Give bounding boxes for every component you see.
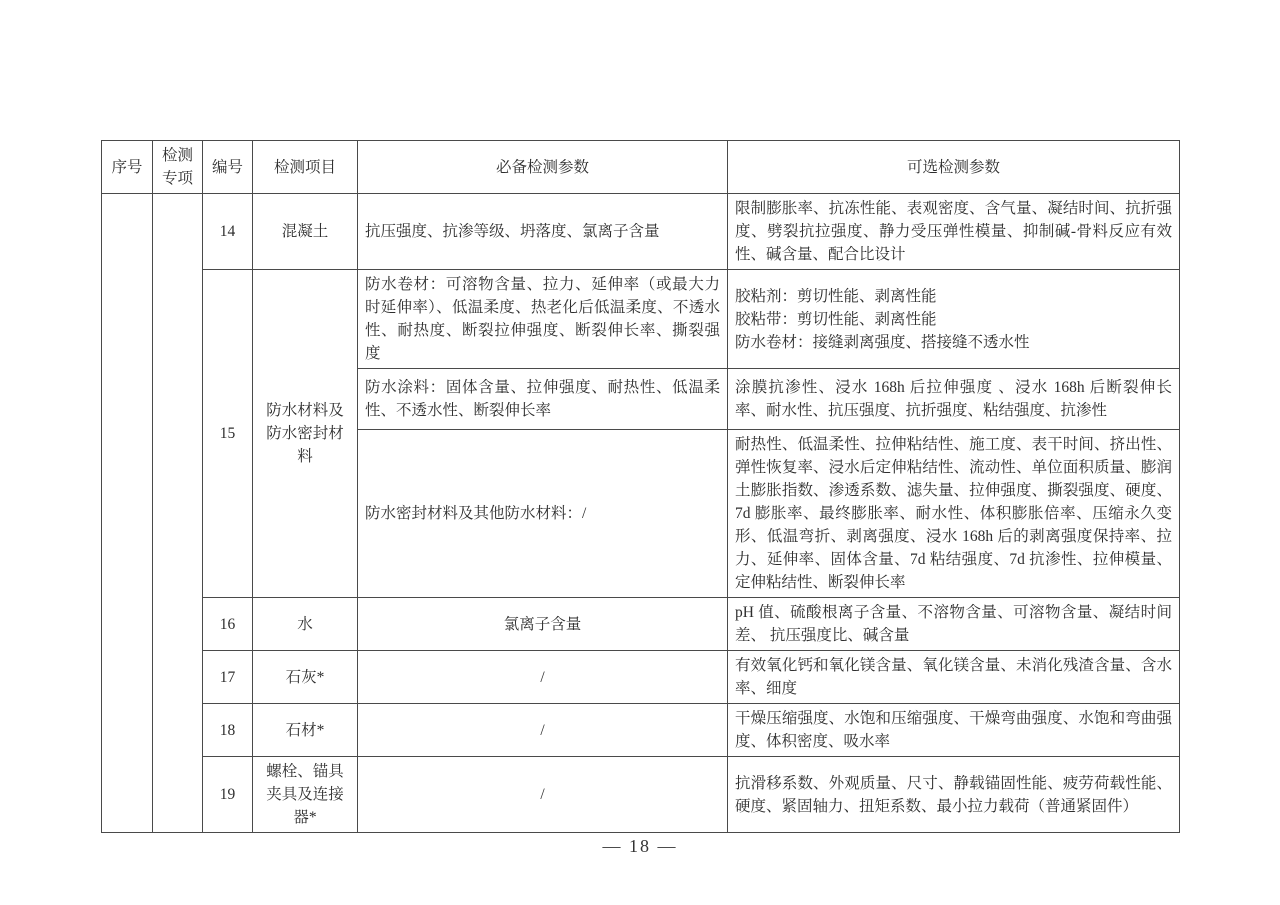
- row15-sub2-required: 防水涂料：固体含量、拉伸强度、耐热性、低温柔性、不透水性、断裂伸长率: [358, 369, 728, 430]
- row15-sub3-required: 防水密封材料及其他防水材料：/: [358, 430, 728, 598]
- row16-required: 氯离子含量: [358, 598, 728, 651]
- optional-line: 胶粘剂：剪切性能、剥离性能: [735, 287, 937, 305]
- row15-sub3-optional: 耐热性、低温柔性、拉伸粘结性、施工度、表干时间、挤出性、弹性恢复率、浸水后定伸粘结性、流动性、单位面积质量、膨润土膨胀指数、渗透系数、滤失量、拉伸强度、撕裂强度、硬度、7d 膨胀率、最终膨胀率、耐水性、体积膨胀倍率、压缩永久变形、低温弯折、剥离强度、浸水 168h 后的剥离强度保持率、拉力、延伸率、固体含量、7d 粘结强度、7d 抗渗性、拉伸模量、定伸粘结性、断裂伸长率: [728, 430, 1180, 598]
- header-seq: 序号: [102, 141, 153, 194]
- row17-item: 石灰*: [253, 651, 358, 704]
- table-row: [102, 598, 1180, 651]
- row19-required: /: [358, 757, 728, 833]
- row14-item: 混凝土: [253, 194, 358, 270]
- row19-item: 螺栓、锚具夹具及连接器*: [253, 757, 358, 833]
- header-specialty: 检测专项: [153, 141, 203, 194]
- row17-optional: 有效氧化钙和氧化镁含量、氧化镁含量、未消化残渣含量、含水率、细度: [728, 651, 1180, 704]
- optional-line: 胶粘带：剪切性能、剥离性能: [735, 310, 937, 328]
- header-required-params: 必备检测参数: [358, 141, 728, 194]
- row18-no: 18: [203, 704, 253, 757]
- row15-sub1-required: 防水卷材：可溶物含量、拉力、延伸率（或最大力时延伸率）、低温柔度、热老化后低温柔度、不透水性、耐热度、断裂拉伸强度、断裂伸长率、撕裂强度: [358, 270, 728, 369]
- row18-required: /: [358, 704, 728, 757]
- table-row: [102, 757, 1180, 833]
- table-row: [102, 704, 1180, 757]
- row14-required: 抗压强度、抗渗等级、坍落度、氯离子含量: [358, 194, 728, 270]
- row14-optional: 限制膨胀率、抗冻性能、表观密度、含气量、凝结时间、抗折强度、劈裂抗拉强度、静力受压弹性模量、抑制碱-骨料反应有效性、碱含量、配合比设计: [728, 194, 1180, 270]
- row16-no: 16: [203, 598, 253, 651]
- row15-sub1-optional: [728, 270, 1180, 369]
- row16-item: 水: [253, 598, 358, 651]
- row15-no: 15: [203, 270, 253, 598]
- row18-optional: 干燥压缩强度、水饱和压缩强度、干燥弯曲强度、水饱和弯曲强度、体积密度、吸水率: [728, 704, 1180, 757]
- row14-no: 14: [203, 194, 253, 270]
- seq-cell-empty: [102, 194, 153, 833]
- optional-line: 防水卷材：接缝剥离强度、搭接缝不透水性: [735, 333, 1030, 351]
- inspection-parameters-table: [101, 140, 1180, 833]
- row17-no: 17: [203, 651, 253, 704]
- header-no: 编号: [203, 141, 253, 194]
- row17-required: /: [358, 651, 728, 704]
- row19-optional: 抗滑移系数、外观质量、尺寸、静载锚固性能、疲劳荷载性能、硬度、紧固轴力、扭矩系数、最小拉力载荷（普通紧固件）: [728, 757, 1180, 833]
- row15-item: 防水材料及防水密封材料: [253, 270, 358, 598]
- row16-optional: pH 值、硫酸根离子含量、不溶物含量、可溶物含量、凝结时间差、 抗压强度比、碱含量: [728, 598, 1180, 651]
- header-item: 检测项目: [253, 141, 358, 194]
- page-number: — 18 —: [602, 836, 678, 856]
- table-row: [102, 270, 1180, 369]
- row19-no: 19: [203, 757, 253, 833]
- table-row: [102, 651, 1180, 704]
- table-row: [102, 194, 1180, 270]
- table-header-row: [102, 141, 1180, 194]
- row15-sub2-optional: 涂膜抗渗性、浸水 168h 后拉伸强度 、浸水 168h 后断裂伸长率、耐水性、抗压强度、抗折强度、粘结强度、抗渗性: [728, 369, 1180, 430]
- row18-item: 石材*: [253, 704, 358, 757]
- header-optional-params: 可选检测参数: [728, 141, 1180, 194]
- specialty-cell-empty: [153, 194, 203, 833]
